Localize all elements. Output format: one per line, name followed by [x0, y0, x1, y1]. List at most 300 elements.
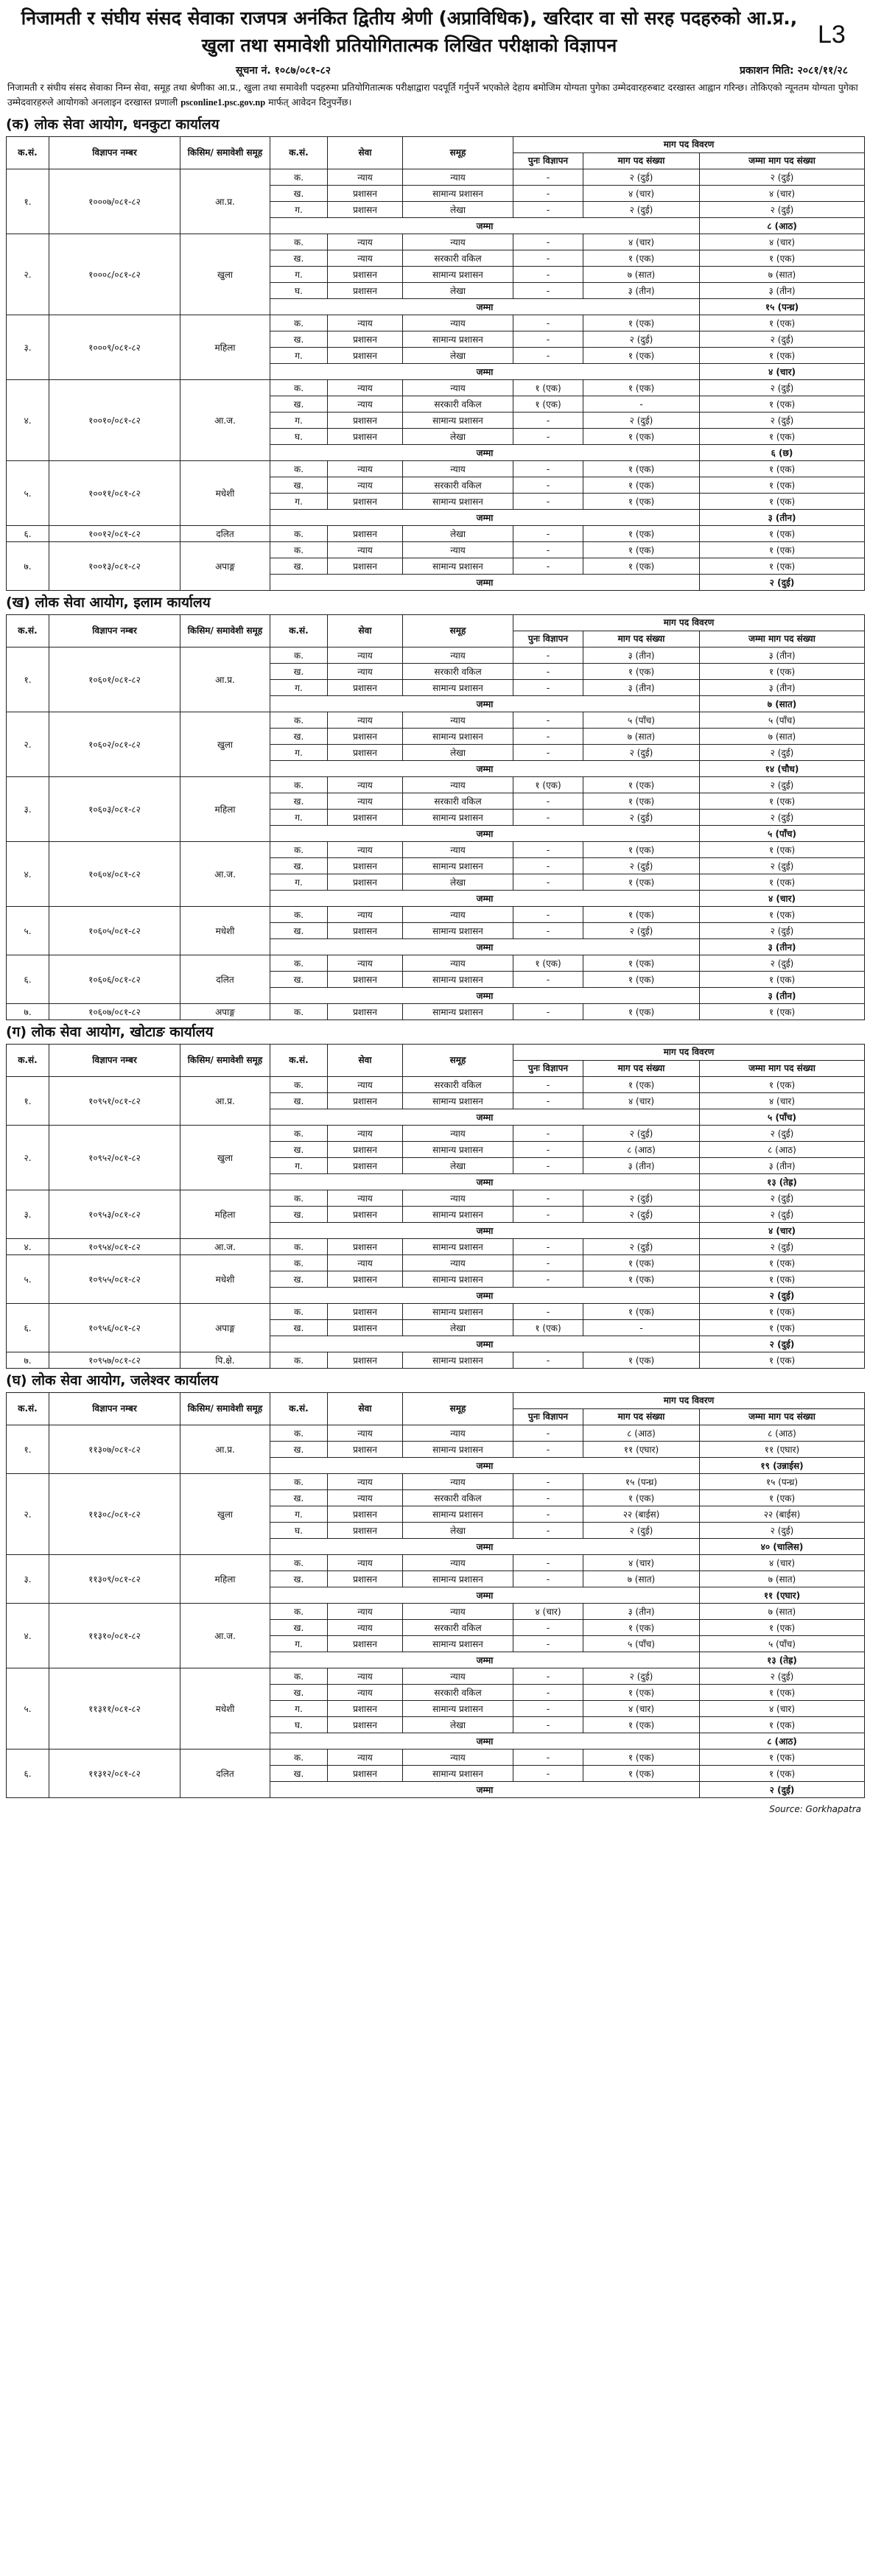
samuha-name: सामान्य प्रशासन — [403, 923, 513, 939]
header-samuha: समूह — [403, 1045, 513, 1077]
table-row — [7, 1668, 865, 1685]
readvertise-count: १ (एक) — [513, 396, 583, 413]
demand-count: १ (एक) — [583, 429, 700, 445]
demand-count: २ (दुई) — [583, 1207, 700, 1223]
demand-count: ११ (एघार) — [583, 1442, 700, 1458]
samuha-name: न्याय — [403, 907, 513, 923]
total-label: जम्मा — [270, 1174, 700, 1190]
block-serial: ६. — [7, 955, 49, 1004]
samuha-name: सामान्य प्रशासन — [403, 267, 513, 283]
row-serial: क. — [270, 542, 328, 558]
advertisement-number: १०६०१/०८१-८२ — [49, 647, 180, 712]
block-serial: ४. — [7, 842, 49, 907]
advertisement-number: १०९५१/०८१-८२ — [49, 1077, 180, 1126]
readvertise-count: - — [513, 1636, 583, 1652]
header-service: सेवा — [328, 137, 403, 169]
total-demand: १ (एक) — [700, 842, 865, 858]
samuha-name: न्याय — [403, 1668, 513, 1685]
block-serial: ५. — [7, 461, 49, 526]
total-demand: १ (एक) — [700, 1077, 865, 1093]
row-serial: क. — [270, 461, 328, 477]
total-demand: ११ (एघार) — [700, 1442, 865, 1458]
block-serial: १. — [7, 1077, 49, 1126]
service-name: प्रशासन — [328, 186, 403, 202]
row-serial: ख. — [270, 1766, 328, 1782]
total-demand: १ (एक) — [700, 429, 865, 445]
intro-paragraph — [7, 80, 863, 110]
row-serial: ख. — [270, 1490, 328, 1506]
readvertise-count: १ (एक) — [513, 380, 583, 396]
inclusive-group: आ.ज. — [180, 380, 270, 461]
samuha-name: सामान्य प्रशासन — [403, 680, 513, 696]
inclusive-group: आ.प्र. — [180, 1077, 270, 1126]
total-value: ३ (तीन) — [700, 510, 865, 526]
total-value: ६ (छ) — [700, 445, 865, 461]
samuha-name: सामान्य प्रशासन — [403, 1271, 513, 1288]
total-demand: १ (एक) — [700, 1352, 865, 1369]
table-row — [7, 842, 865, 858]
service-name: न्याय — [328, 1474, 403, 1490]
readvertise-count: - — [513, 1352, 583, 1369]
service-name: प्रशासन — [328, 680, 403, 696]
section-title: (ग) लोक सेवा आयोग, खोटाङ कार्यालय — [6, 1024, 214, 1040]
samuha-name: सामान्य प्रशासन — [403, 186, 513, 202]
header-demand-count: माग पद संख्या — [583, 631, 700, 647]
inclusive-group: आ.प्र. — [180, 169, 270, 234]
row-serial: ख. — [270, 793, 328, 810]
row-serial: ख. — [270, 858, 328, 874]
row-serial: क. — [270, 1425, 328, 1442]
readvertise-count: - — [513, 842, 583, 858]
service-name: न्याय — [328, 793, 403, 810]
demand-count: १ (एक) — [583, 955, 700, 972]
row-serial: ग. — [270, 1158, 328, 1174]
header-samuha: समूह — [403, 615, 513, 647]
samuha-name: लेखा — [403, 526, 513, 542]
samuha-name: सामान्य प्रशासन — [403, 858, 513, 874]
demand-count: ७ (सात) — [583, 1571, 700, 1587]
samuha-name: लेखा — [403, 283, 513, 299]
total-label: जम्मा — [270, 364, 700, 380]
service-name: न्याय — [328, 396, 403, 413]
header-demand-count: माग पद संख्या — [583, 1409, 700, 1425]
total-demand: १ (एक) — [700, 250, 865, 267]
demand-count: ७ (सात) — [583, 267, 700, 283]
total-value: २ (दुई) — [700, 1336, 865, 1352]
header-total-demand: जम्मा माग पद संख्या — [700, 1061, 865, 1077]
readvertise-count: - — [513, 1271, 583, 1288]
total-demand: २ (दुई) — [700, 413, 865, 429]
total-demand: २२ (बाईस) — [700, 1506, 865, 1523]
readvertise-count: - — [513, 647, 583, 664]
service-name: प्रशासन — [328, 1158, 403, 1174]
demand-count: २ (दुई) — [583, 858, 700, 874]
total-value: १३ (तेह्र) — [700, 1174, 865, 1190]
total-demand: १ (एक) — [700, 1749, 865, 1766]
row-serial: क. — [270, 777, 328, 793]
readvertise-count: - — [513, 234, 583, 250]
demand-count: १ (एक) — [583, 477, 700, 494]
service-name: न्याय — [328, 234, 403, 250]
samuha-name: सरकारी वकिल — [403, 250, 513, 267]
total-label: जम्मा — [270, 218, 700, 234]
row-serial: ख. — [270, 1207, 328, 1223]
block-serial: ६. — [7, 1304, 49, 1352]
service-name: न्याय — [328, 542, 403, 558]
service-name: न्याय — [328, 1620, 403, 1636]
row-serial: क. — [270, 1004, 328, 1020]
demand-count: १ (एक) — [583, 348, 700, 364]
inclusive-group: दलित — [180, 526, 270, 542]
block-serial: ७. — [7, 1004, 49, 1020]
demand-count: १ (एक) — [583, 1004, 700, 1020]
advertisement-number: १०६०३/०८१-८२ — [49, 777, 180, 842]
demand-count: १ (एक) — [583, 972, 700, 988]
row-serial: ख. — [270, 923, 328, 939]
readvertise-count: - — [513, 858, 583, 874]
table-row — [7, 955, 865, 972]
demand-count: १५ (पन्ध्र) — [583, 1474, 700, 1490]
total-demand: २ (दुई) — [700, 1126, 865, 1142]
total-value: १३ (तेह्र) — [700, 1652, 865, 1668]
row-serial: ग. — [270, 1701, 328, 1717]
demand-count: १ (एक) — [583, 1490, 700, 1506]
advertisement-number: ११३१०/०८१-८२ — [49, 1604, 180, 1668]
inclusive-group: आ.ज. — [180, 1604, 270, 1668]
row-serial: घ. — [270, 1523, 328, 1539]
header-service: सेवा — [328, 1045, 403, 1077]
readvertise-count: - — [513, 169, 583, 186]
service-name: प्रशासन — [328, 558, 403, 575]
row-serial: ख. — [270, 1320, 328, 1336]
total-demand: १ (एक) — [700, 558, 865, 575]
row-serial: क. — [270, 234, 328, 250]
total-demand: १ (एक) — [700, 461, 865, 477]
total-demand: १ (एक) — [700, 1766, 865, 1782]
row-serial: ग. — [270, 202, 328, 218]
inclusive-group: महिला — [180, 777, 270, 842]
table-row — [7, 461, 865, 477]
total-label: जम्मा — [270, 1109, 700, 1126]
advertisement-number: ११३०८/०८१-८२ — [49, 1474, 180, 1555]
block-serial: ७. — [7, 542, 49, 591]
header-demand-count: माग पद संख्या — [583, 1061, 700, 1077]
total-demand: ४ (चार) — [700, 1093, 865, 1109]
total-demand: ७ (सात) — [700, 1571, 865, 1587]
readvertise-count: १ (एक) — [513, 1320, 583, 1336]
service-name: प्रशासन — [328, 874, 403, 891]
samuha-name: न्याय — [403, 542, 513, 558]
header-samuha: समूह — [403, 1393, 513, 1425]
inclusive-group: अपाङ्ग — [180, 1004, 270, 1020]
advertisement-number: ११३११/०८१-८२ — [49, 1668, 180, 1749]
samuha-name: लेखा — [403, 1717, 513, 1733]
demand-count: ३ (तीन) — [583, 1604, 700, 1620]
row-serial: ग. — [270, 680, 328, 696]
service-name: न्याय — [328, 1077, 403, 1093]
table-header-row — [7, 1393, 865, 1409]
service-name: न्याय — [328, 955, 403, 972]
samuha-name: सामान्य प्रशासन — [403, 1636, 513, 1652]
demand-count: २ (दुई) — [583, 745, 700, 761]
samuha-name: न्याय — [403, 955, 513, 972]
demand-count: १ (एक) — [583, 494, 700, 510]
service-name: न्याय — [328, 712, 403, 729]
table-row — [7, 380, 865, 396]
readvertise-count: - — [513, 1717, 583, 1733]
table-row — [7, 1749, 865, 1766]
readvertise-count: - — [513, 1490, 583, 1506]
samuha-name: सरकारी वकिल — [403, 1490, 513, 1506]
readvertise-count: १ (एक) — [513, 777, 583, 793]
samuha-name: न्याय — [403, 380, 513, 396]
advertisement-number: १००१३/०८१-८२ — [49, 542, 180, 591]
advertisement-number: १०६०४/०८१-८२ — [49, 842, 180, 907]
advertisement-number: १०६०६/०८१-८२ — [49, 955, 180, 1004]
readvertise-count: - — [513, 1474, 583, 1490]
service-name: न्याय — [328, 477, 403, 494]
header-demand-count: माग पद संख्या — [583, 153, 700, 169]
table-row — [7, 1077, 865, 1093]
samuha-name: लेखा — [403, 202, 513, 218]
demand-count: २ (दुई) — [583, 202, 700, 218]
readvertise-count: - — [513, 874, 583, 891]
readvertise-count: - — [513, 429, 583, 445]
section-title: (क) लोक सेवा आयोग, धनकुटा कार्यालय — [6, 116, 220, 133]
inclusive-group: पि.क्षे. — [180, 1352, 270, 1369]
inclusive-group: मधेशी — [180, 1255, 270, 1304]
readvertise-count: - — [513, 972, 583, 988]
demand-count: ५ (पाँच) — [583, 712, 700, 729]
readvertise-count: - — [513, 1685, 583, 1701]
row-serial: क. — [270, 1239, 328, 1255]
inclusive-group: मधेशी — [180, 1668, 270, 1749]
row-serial: क. — [270, 842, 328, 858]
samuha-name: सामान्य प्रशासन — [403, 1701, 513, 1717]
demand-count: १ (एक) — [583, 1352, 700, 1369]
table-row — [7, 907, 865, 923]
readvertise-count: - — [513, 1555, 583, 1571]
row-serial: ख. — [270, 186, 328, 202]
service-name: प्रशासन — [328, 1093, 403, 1109]
demand-count: ८ (आठ) — [583, 1425, 700, 1442]
table-row — [7, 1352, 865, 1369]
samuha-name: न्याय — [403, 1255, 513, 1271]
total-value: ४ (चार) — [700, 1223, 865, 1239]
header-adv-no: विज्ञापन नम्बर — [49, 1393, 180, 1425]
inclusive-group: महिला — [180, 315, 270, 380]
total-value: १५ (पन्ध्र) — [700, 299, 865, 315]
samuha-name: सरकारी वकिल — [403, 664, 513, 680]
total-demand: १ (एक) — [700, 1717, 865, 1733]
header-adv-no: विज्ञापन नम्बर — [49, 615, 180, 647]
total-label: जम्मा — [270, 1336, 700, 1352]
total-demand: १ (एक) — [700, 1490, 865, 1506]
demand-count: ३ (तीन) — [583, 283, 700, 299]
demand-count: १ (एक) — [583, 1271, 700, 1288]
readvertise-count: - — [513, 461, 583, 477]
samuha-name: न्याय — [403, 712, 513, 729]
total-demand: २ (दुई) — [700, 777, 865, 793]
total-demand: १ (एक) — [700, 1620, 865, 1636]
readvertise-count: - — [513, 202, 583, 218]
total-demand: २ (दुई) — [700, 1668, 865, 1685]
samuha-name: सरकारी वकिल — [403, 793, 513, 810]
demand-count: २ (दुई) — [583, 1239, 700, 1255]
demand-count: १ (एक) — [583, 777, 700, 793]
total-demand: ८ (आठ) — [700, 1142, 865, 1158]
service-name: प्रशासन — [328, 745, 403, 761]
total-value: २ (दुई) — [700, 575, 865, 591]
total-demand: ७ (सात) — [700, 729, 865, 745]
total-demand: १ (एक) — [700, 1304, 865, 1320]
service-name: प्रशासन — [328, 1207, 403, 1223]
service-name: प्रशासन — [328, 858, 403, 874]
samuha-name: लेखा — [403, 429, 513, 445]
readvertise-count: - — [513, 1190, 583, 1207]
total-value: ३ (तीन) — [700, 939, 865, 955]
demand-count: ७ (सात) — [583, 729, 700, 745]
total-demand: ३ (तीन) — [700, 680, 865, 696]
total-label: जम्मा — [270, 891, 700, 907]
inclusive-group: खुला — [180, 234, 270, 315]
advertisement-number: ११३०९/०८१-८२ — [49, 1555, 180, 1604]
service-name: न्याय — [328, 647, 403, 664]
samuha-name: न्याय — [403, 842, 513, 858]
total-demand: १ (एक) — [700, 315, 865, 331]
total-value: ७ (सात) — [700, 696, 865, 712]
row-serial: ग. — [270, 1636, 328, 1652]
header-total-demand: जम्मा माग पद संख्या — [700, 1409, 865, 1425]
total-demand: ५ (पाँच) — [700, 712, 865, 729]
readvertise-count: - — [513, 348, 583, 364]
advertisement-number: ११३०७/०८१-८२ — [49, 1425, 180, 1474]
inclusive-group: मधेशी — [180, 907, 270, 955]
service-name: प्रशासन — [328, 1004, 403, 1020]
total-label: जम्मा — [270, 1652, 700, 1668]
total-demand: ४ (चार) — [700, 1555, 865, 1571]
row-serial: क. — [270, 1474, 328, 1490]
readvertise-count: - — [513, 923, 583, 939]
row-serial: घ. — [270, 283, 328, 299]
total-value: ४ (चार) — [700, 364, 865, 380]
row-serial: ख. — [270, 1442, 328, 1458]
total-demand: १ (एक) — [700, 396, 865, 413]
service-name: प्रशासन — [328, 1304, 403, 1320]
demand-count: १ (एक) — [583, 793, 700, 810]
readvertise-count: - — [513, 1749, 583, 1766]
readvertise-count: - — [513, 331, 583, 348]
advertisement-number: १०९५२/०८१-८२ — [49, 1126, 180, 1190]
service-name: प्रशासन — [328, 1571, 403, 1587]
total-demand: २ (दुई) — [700, 1239, 865, 1255]
samuha-name: सामान्य प्रशासन — [403, 1506, 513, 1523]
total-label: जम्मा — [270, 988, 700, 1004]
samuha-name: सामान्य प्रशासन — [403, 1207, 513, 1223]
total-demand: १ (एक) — [700, 793, 865, 810]
total-demand: २ (दुई) — [700, 331, 865, 348]
total-demand: ४ (चार) — [700, 186, 865, 202]
samuha-name: सामान्य प्रशासन — [403, 1442, 513, 1458]
samuha-name: न्याय — [403, 1604, 513, 1620]
table-row — [7, 1304, 865, 1320]
header-group: किसिम/ समावेशी समूह — [180, 137, 270, 169]
total-demand: ५ (पाँच) — [700, 1636, 865, 1652]
table-row — [7, 777, 865, 793]
samuha-name: सामान्य प्रशासन — [403, 1571, 513, 1587]
inclusive-group: अपाङ्ग — [180, 542, 270, 591]
readvertise-count: - — [513, 1766, 583, 1782]
readvertise-count: - — [513, 542, 583, 558]
samuha-name: सरकारी वकिल — [403, 1620, 513, 1636]
samuha-name: सामान्य प्रशासन — [403, 972, 513, 988]
readvertise-count: - — [513, 1523, 583, 1539]
readvertise-count: - — [513, 1668, 583, 1685]
header-total-demand: जम्मा माग पद संख्या — [700, 153, 865, 169]
readvertise-count: - — [513, 1239, 583, 1255]
service-name: प्रशासन — [328, 1506, 403, 1523]
total-demand: ४ (चार) — [700, 1701, 865, 1717]
total-demand: ३ (तीन) — [700, 1158, 865, 1174]
inclusive-group: आ.प्र. — [180, 647, 270, 712]
advertisement-number: १०००७/०८१-८२ — [49, 169, 180, 234]
readvertise-count: - — [513, 1506, 583, 1523]
row-serial: ख. — [270, 664, 328, 680]
total-value: २ (दुई) — [700, 1288, 865, 1304]
header-demand-details: माग पद विवरण — [513, 615, 865, 631]
total-label: जम्मा — [270, 696, 700, 712]
vacancy-table — [6, 614, 865, 1020]
service-name: प्रशासन — [328, 413, 403, 429]
total-demand: २ (दुई) — [700, 955, 865, 972]
total-demand: २ (दुई) — [700, 202, 865, 218]
header-demand-details: माग पद विवरण — [513, 1393, 865, 1409]
advertisement-number: १०६०२/०८१-८२ — [49, 712, 180, 777]
total-demand: ३ (तीन) — [700, 283, 865, 299]
section-title: (घ) लोक सेवा आयोग, जलेश्वर कार्यालय — [6, 1372, 219, 1389]
sections-container — [0, 114, 870, 1798]
readvertise-count: - — [513, 558, 583, 575]
row-serial: क. — [270, 1255, 328, 1271]
samuha-name: सामान्य प्रशासन — [403, 558, 513, 575]
demand-count: १ (एक) — [583, 315, 700, 331]
header-sn: क.सं. — [7, 1045, 49, 1077]
header-sn: क.सं. — [7, 1393, 49, 1425]
table-row — [7, 1190, 865, 1207]
demand-count: १ (एक) — [583, 558, 700, 575]
advertisement-number: १०९५५/०८१-८२ — [49, 1255, 180, 1304]
readvertise-count: - — [513, 664, 583, 680]
samuha-name: सामान्य प्रशासन — [403, 413, 513, 429]
header-sn: क.सं. — [7, 615, 49, 647]
demand-count: २ (दुई) — [583, 923, 700, 939]
total-demand: २ (दुई) — [700, 858, 865, 874]
header-sub-sn: क.सं. — [270, 615, 328, 647]
inclusive-group: अपाङ्ग — [180, 1304, 270, 1352]
readvertise-count: - — [513, 680, 583, 696]
block-serial: २. — [7, 1474, 49, 1555]
row-serial: क. — [270, 712, 328, 729]
inclusive-group: आ.ज. — [180, 842, 270, 907]
service-name: न्याय — [328, 1555, 403, 1571]
table-row — [7, 712, 865, 729]
samuha-name: सामान्य प्रशासन — [403, 810, 513, 826]
service-name: न्याय — [328, 1425, 403, 1442]
total-label: जम्मा — [270, 1782, 700, 1798]
samuha-name: सामान्य प्रशासन — [403, 1093, 513, 1109]
notice-number: सूचना नं. १०८७/०८१-८२ — [236, 65, 331, 77]
publication-date: प्रकाशन मिति: २०८१/११/२८ — [739, 65, 848, 77]
